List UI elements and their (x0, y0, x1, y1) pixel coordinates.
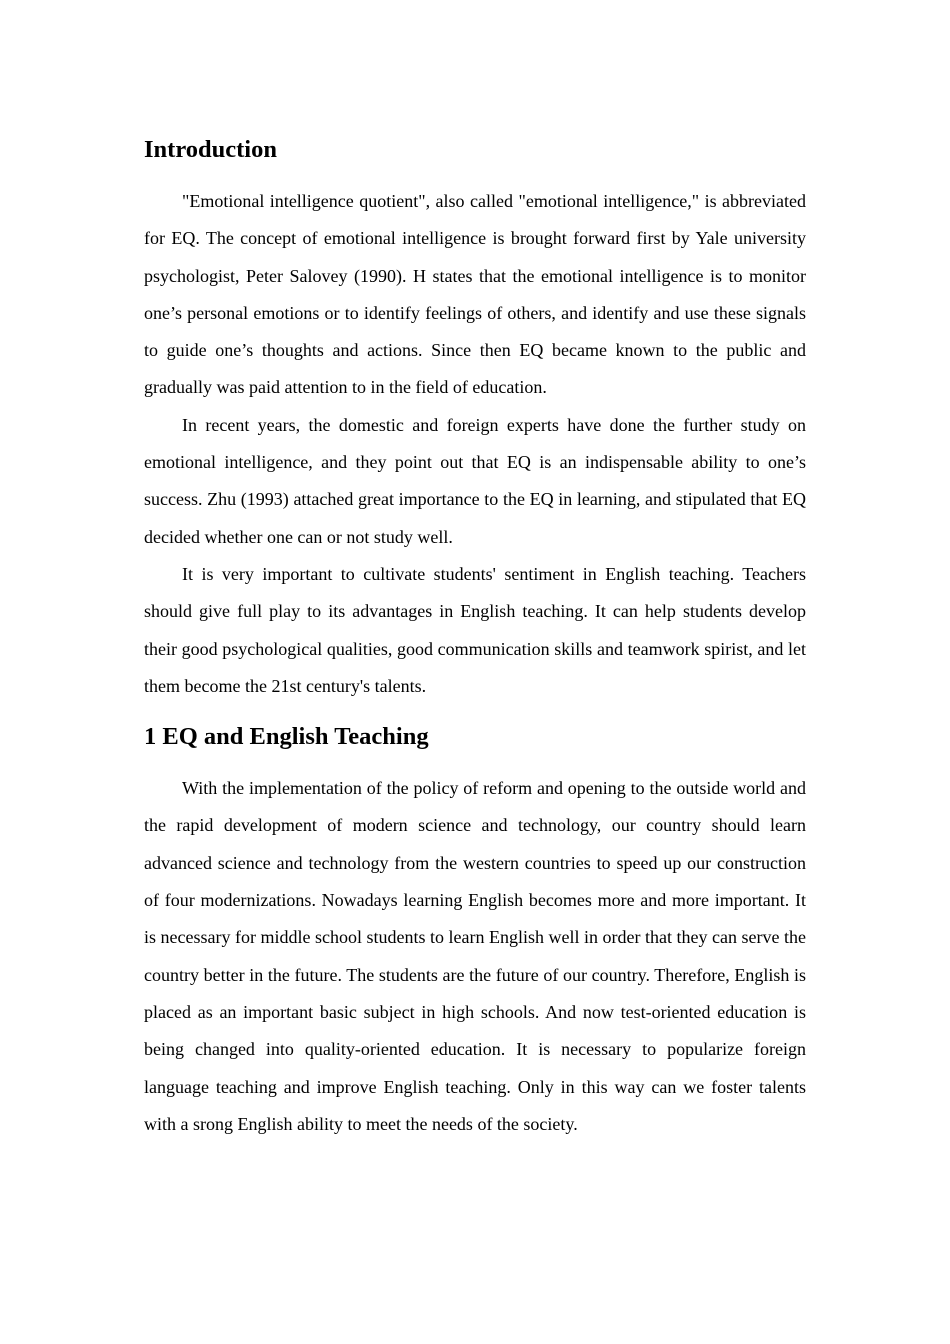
section-body (144, 770, 806, 1143)
section-heading: Introduction (144, 136, 277, 163)
section-heading: 1 EQ and English Teaching (144, 723, 429, 751)
paragraph: It is very important to cultivate students' sentiment in English teaching. Teachers should give full play to its advantages in English teaching. It can help students develop their good psychological qualities, good communication skills and teamwork spirist, and let them become the 21st century's talents. (144, 563, 806, 696)
paragraph: With the implementation of the policy of reform and opening to the outside world and the rapid development of modern science and technology, our country should learn advanced science and technology from the western countries to speed up our construction of four modernizations. Nowadays learning English becomes more and more important. It is necessary for middle school students to learn English well in order that they can serve the country better in the future. The students are the future of our country. Therefore, English is placed as an important basic subject in high schools. And now test-oriented education is being changed into quality-oriented education. It is necessary to popularize foreign language teaching and improve English teaching. Only in this way can we foster talents with a srong English ability to meet the needs of the society. (144, 778, 806, 1134)
section-introduction (144, 131, 806, 705)
paragraph: "Emotional intelligence quotient", also called "emotional intelligence," is abbreviated for EQ. The concept of emotional intelligence is brought forward first by Yale university psychologist, Peter Salovey (1990). H states that the emotional intelligence is to monitor one’s personal emotions or to identify feelings of others, and identify and use these signals to guide one’s thoughts and actions. Since then EQ became known to the public and gradually was paid attention to in the field of education. (144, 191, 806, 398)
paragraph: In recent years, the domestic and foreign experts have done the further study on emotional intelligence, and they point out that EQ is an indispensable ability to one’s success. Zhu (1993) attached great importance to the EQ in learning, and stipulated that EQ decided whether one can or not study well. (144, 414, 806, 547)
section-eq-and-english-teaching (144, 718, 806, 1143)
section-body (144, 183, 806, 705)
document-page (144, 131, 806, 1143)
